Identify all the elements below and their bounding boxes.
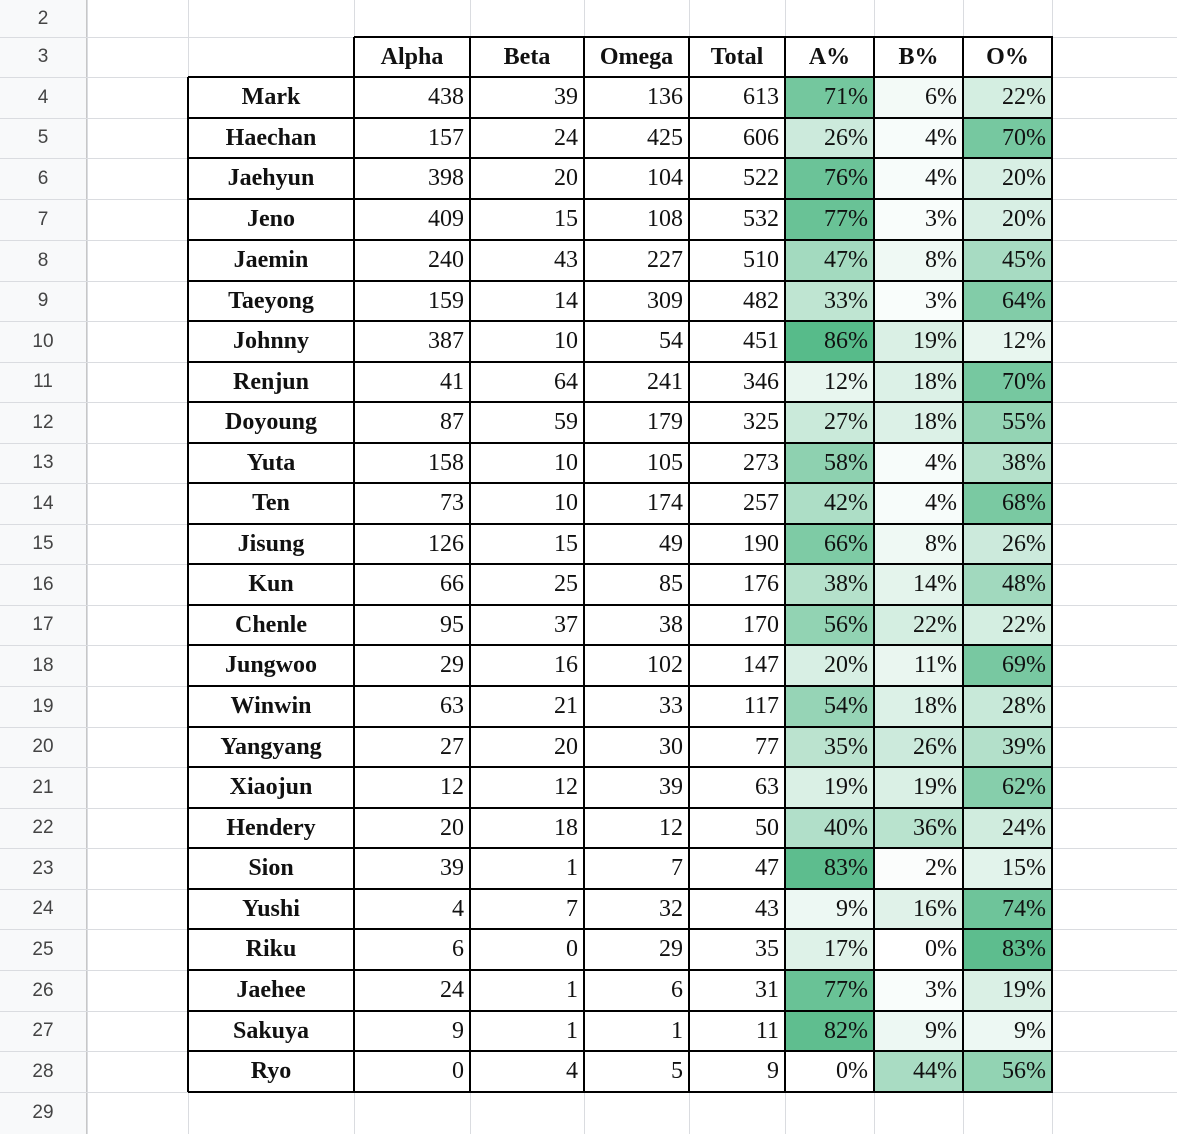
value-cell-omega[interactable]: 39 xyxy=(659,774,683,800)
value-cell-beta[interactable]: 59 xyxy=(554,409,578,435)
value-cell-alpha[interactable]: 438 xyxy=(428,84,464,110)
value-cell-beta[interactable]: 15 xyxy=(554,530,578,557)
value-cell-alpha[interactable]: 24 xyxy=(440,977,464,1003)
gridline xyxy=(188,239,1053,241)
value-cell-total[interactable]: 147 xyxy=(743,652,779,678)
gridline xyxy=(188,280,1053,282)
percent-cell-o-pct[interactable]: 22% xyxy=(963,77,1052,118)
member-name-cell[interactable]: Johnny xyxy=(232,328,310,354)
row-header[interactable]: 11 xyxy=(0,362,87,402)
value-cell-total[interactable]: 325 xyxy=(743,409,779,435)
percent-cell-o-pct[interactable]: 12% xyxy=(963,321,1052,362)
percent-cell-o-pct[interactable]: 48% xyxy=(963,564,1052,605)
percent-cell-b-pct[interactable]: 3% xyxy=(874,281,963,321)
percent-cell-a-pct[interactable]: 42% xyxy=(785,483,874,524)
value-cell-omega[interactable]: 309 xyxy=(647,287,683,314)
member-name-cell[interactable]: Sakuya xyxy=(232,1017,310,1044)
percent-cell-b-pct[interactable]: 4% xyxy=(874,483,963,524)
percent-cell-b-pct[interactable]: 18% xyxy=(874,402,963,443)
value-cell-total[interactable]: 613 xyxy=(743,84,779,110)
value-cell-alpha[interactable]: 73 xyxy=(440,490,464,516)
member-name-cell[interactable]: Yangyang xyxy=(220,733,322,760)
percent-cell-b-pct[interactable]: 3% xyxy=(874,970,963,1011)
value-cell-total[interactable]: 170 xyxy=(743,611,779,638)
member-name-cell[interactable]: Doyoung xyxy=(224,409,318,435)
value-cell-total[interactable]: 117 xyxy=(743,693,779,719)
gridline xyxy=(188,888,1053,890)
value-cell-beta[interactable]: 14 xyxy=(554,287,578,314)
value-cell-omega[interactable]: 30 xyxy=(659,733,683,760)
percent-cell-b-pct[interactable]: 0% xyxy=(874,929,963,970)
value-cell-beta[interactable]: 1 xyxy=(566,1017,578,1044)
gridline xyxy=(188,361,1053,363)
row-header[interactable]: 28 xyxy=(0,1051,87,1092)
gridline xyxy=(188,604,1053,606)
column-header-total[interactable]: Total xyxy=(710,43,764,70)
value-cell-omega[interactable]: 49 xyxy=(659,530,683,557)
percent-cell-a-pct[interactable]: 83% xyxy=(785,848,874,889)
row-header[interactable]: 26 xyxy=(0,970,87,1011)
percent-cell-a-pct[interactable]: 20% xyxy=(785,645,874,686)
percent-cell-o-pct[interactable]: 20% xyxy=(963,199,1052,240)
row-header[interactable]: 29 xyxy=(0,1092,87,1134)
percent-cell-b-pct[interactable]: 8% xyxy=(874,524,963,564)
percent-cell-o-pct[interactable]: 38% xyxy=(963,443,1052,483)
percent-cell-a-pct[interactable]: 35% xyxy=(785,727,874,767)
percent-cell-o-pct[interactable]: 74% xyxy=(963,889,1052,929)
percent-cell-o-pct[interactable]: 26% xyxy=(963,524,1052,564)
value-cell-omega[interactable]: 425 xyxy=(647,124,683,151)
gridline xyxy=(469,37,471,1092)
gridline xyxy=(784,37,786,1092)
value-cell-total[interactable]: 43 xyxy=(755,895,779,922)
value-cell-omega[interactable]: 136 xyxy=(647,84,683,110)
value-cell-total[interactable]: 346 xyxy=(743,368,779,395)
value-cell-alpha[interactable]: 63 xyxy=(440,693,464,719)
row-header[interactable]: 19 xyxy=(0,686,87,727)
row-header[interactable]: 6 xyxy=(0,158,87,199)
row-header[interactable]: 3 xyxy=(0,37,87,77)
row-header[interactable]: 24 xyxy=(0,889,87,929)
percent-cell-a-pct[interactable]: 77% xyxy=(785,199,874,240)
percent-cell-o-pct[interactable]: 20% xyxy=(963,158,1052,199)
percent-cell-o-pct[interactable]: 39% xyxy=(963,727,1052,767)
value-cell-total[interactable]: 9 xyxy=(767,1058,779,1084)
percent-cell-o-pct[interactable]: 70% xyxy=(963,118,1052,158)
member-name-cell[interactable]: Ryo xyxy=(250,1058,292,1084)
percent-cell-b-pct[interactable]: 16% xyxy=(874,889,963,929)
value-cell-omega[interactable]: 105 xyxy=(647,449,683,476)
column-header-beta[interactable]: Beta xyxy=(503,43,551,70)
value-cell-beta[interactable]: 18 xyxy=(554,814,578,841)
percent-cell-a-pct[interactable]: 19% xyxy=(785,767,874,808)
gridline xyxy=(688,37,690,1092)
row-header[interactable]: 4 xyxy=(0,77,87,118)
percent-cell-b-pct[interactable]: 14% xyxy=(874,564,963,605)
value-cell-beta[interactable]: 20 xyxy=(554,733,578,760)
percent-cell-a-pct[interactable]: 77% xyxy=(785,970,874,1011)
value-cell-alpha[interactable]: 0 xyxy=(452,1058,464,1084)
value-cell-omega[interactable]: 12 xyxy=(659,814,683,841)
percent-cell-b-pct[interactable]: 4% xyxy=(874,443,963,483)
value-cell-total[interactable]: 482 xyxy=(743,287,779,314)
percent-cell-b-pct[interactable]: 6% xyxy=(874,77,963,118)
value-cell-beta[interactable]: 15 xyxy=(554,206,578,232)
member-name-cell[interactable]: Chenle xyxy=(235,611,307,638)
member-name-cell[interactable]: Jaehee xyxy=(236,977,306,1003)
value-cell-alpha[interactable]: 398 xyxy=(428,165,464,191)
percent-cell-a-pct[interactable]: 38% xyxy=(785,564,874,605)
percent-cell-b-pct[interactable]: 19% xyxy=(874,767,963,808)
row-header[interactable]: 5 xyxy=(0,118,87,158)
row-header[interactable]: 2 xyxy=(0,0,87,37)
value-cell-omega[interactable]: 29 xyxy=(659,936,683,962)
value-cell-omega[interactable]: 7 xyxy=(671,855,683,881)
value-cell-beta[interactable]: 1 xyxy=(566,855,578,881)
row-header[interactable]: 12 xyxy=(0,402,87,443)
gridline xyxy=(188,523,1053,525)
percent-cell-a-pct[interactable]: 40% xyxy=(785,808,874,848)
value-cell-beta[interactable]: 39 xyxy=(554,84,578,110)
row-header[interactable]: 7 xyxy=(0,199,87,240)
gridline xyxy=(188,1010,1053,1012)
value-cell-alpha[interactable]: 95 xyxy=(440,611,464,638)
value-cell-total[interactable]: 47 xyxy=(755,855,779,881)
value-cell-beta[interactable]: 10 xyxy=(554,328,578,354)
value-cell-total[interactable]: 451 xyxy=(743,328,779,354)
value-cell-alpha[interactable]: 157 xyxy=(428,124,464,151)
gridline xyxy=(354,36,1053,38)
row-header[interactable]: 23 xyxy=(0,848,87,889)
row-header[interactable]: 25 xyxy=(0,929,87,970)
percent-cell-o-pct[interactable]: 56% xyxy=(963,1051,1052,1092)
member-name-cell[interactable]: Jisung xyxy=(237,530,305,557)
value-cell-total[interactable]: 510 xyxy=(743,247,779,273)
value-cell-beta[interactable]: 4 xyxy=(566,1058,578,1084)
member-name-cell[interactable]: Xiaojun xyxy=(229,774,313,800)
gridline xyxy=(188,766,1053,768)
value-cell-alpha[interactable]: 240 xyxy=(428,247,464,273)
value-cell-alpha[interactable]: 12 xyxy=(440,774,464,800)
value-cell-beta[interactable]: 64 xyxy=(554,368,578,395)
column-header-o-pct[interactable]: O% xyxy=(986,43,1029,70)
percent-cell-o-pct[interactable]: 45% xyxy=(963,240,1052,281)
percent-cell-a-pct[interactable]: 66% xyxy=(785,524,874,564)
value-cell-omega[interactable]: 1 xyxy=(671,1017,683,1044)
gridline xyxy=(188,644,1053,646)
gridline xyxy=(188,928,1053,930)
percent-cell-b-pct[interactable]: 9% xyxy=(874,1011,963,1051)
percent-cell-a-pct[interactable]: 33% xyxy=(785,281,874,321)
column-header-a-pct[interactable]: A% xyxy=(808,43,851,70)
value-cell-omega[interactable]: 5 xyxy=(671,1058,683,1084)
member-name-cell[interactable]: Mark xyxy=(241,84,301,110)
value-cell-alpha[interactable]: 409 xyxy=(428,206,464,232)
percent-cell-b-pct[interactable]: 26% xyxy=(874,727,963,767)
percent-cell-b-pct[interactable]: 19% xyxy=(874,321,963,362)
gridline xyxy=(188,442,1053,444)
value-cell-total[interactable]: 522 xyxy=(743,165,779,191)
value-cell-omega[interactable]: 102 xyxy=(647,652,683,678)
gridline xyxy=(188,847,1053,849)
value-cell-beta[interactable]: 21 xyxy=(554,693,578,719)
member-name-cell[interactable]: Jeno xyxy=(247,206,295,232)
row-header[interactable]: 20 xyxy=(0,727,87,767)
gridline xyxy=(188,320,1053,322)
gridline xyxy=(188,1091,1053,1093)
value-cell-alpha[interactable]: 39 xyxy=(440,855,464,881)
value-cell-beta[interactable]: 1 xyxy=(566,977,578,1003)
value-cell-total[interactable]: 176 xyxy=(743,571,779,597)
value-cell-alpha[interactable]: 27 xyxy=(440,733,464,760)
member-name-cell[interactable]: Winwin xyxy=(230,693,312,719)
gridline xyxy=(962,37,964,1092)
gridline xyxy=(188,1050,1053,1052)
value-cell-alpha[interactable]: 158 xyxy=(428,449,464,476)
percent-cell-o-pct[interactable]: 83% xyxy=(963,929,1052,970)
percent-cell-b-pct[interactable]: 36% xyxy=(874,808,963,848)
member-name-cell[interactable]: Sion xyxy=(248,855,294,881)
gridline xyxy=(1051,37,1053,1092)
value-cell-beta[interactable]: 10 xyxy=(554,490,578,516)
percent-cell-o-pct[interactable]: 22% xyxy=(963,605,1052,645)
value-cell-beta[interactable]: 37 xyxy=(554,611,578,638)
percent-cell-b-pct[interactable]: 4% xyxy=(874,118,963,158)
value-cell-beta[interactable]: 20 xyxy=(554,165,578,191)
row-header[interactable]: 13 xyxy=(0,443,87,483)
percent-cell-a-pct[interactable]: 76% xyxy=(785,158,874,199)
value-cell-total[interactable]: 606 xyxy=(743,124,779,151)
value-cell-beta[interactable]: 16 xyxy=(554,652,578,678)
value-cell-omega[interactable]: 6 xyxy=(671,977,683,1003)
value-cell-total[interactable]: 190 xyxy=(743,530,779,557)
percent-cell-a-pct[interactable]: 54% xyxy=(785,686,874,727)
percent-cell-b-pct[interactable]: 3% xyxy=(874,199,963,240)
value-cell-beta[interactable]: 7 xyxy=(566,895,578,922)
value-cell-total[interactable]: 532 xyxy=(743,206,779,232)
member-name-cell[interactable]: Hendery xyxy=(226,814,316,841)
member-name-cell[interactable]: Kun xyxy=(248,571,294,597)
percent-cell-o-pct[interactable]: 64% xyxy=(963,281,1052,321)
gridline xyxy=(188,401,1053,403)
member-name-cell[interactable]: Riku xyxy=(245,936,297,962)
row-header[interactable]: 16 xyxy=(0,564,87,605)
value-cell-omega[interactable]: 85 xyxy=(659,571,683,597)
gridline xyxy=(188,807,1053,809)
member-name-cell[interactable]: Taeyong xyxy=(228,287,314,314)
value-cell-alpha[interactable]: 159 xyxy=(428,287,464,314)
value-cell-beta[interactable]: 12 xyxy=(554,774,578,800)
gridline xyxy=(188,76,1053,78)
gridline xyxy=(188,685,1053,687)
value-cell-total[interactable]: 273 xyxy=(743,449,779,476)
percent-cell-o-pct[interactable]: 55% xyxy=(963,402,1052,443)
gridline xyxy=(188,198,1053,200)
percent-cell-a-pct[interactable]: 26% xyxy=(785,118,874,158)
gridline xyxy=(353,37,355,1092)
value-cell-alpha[interactable]: 4 xyxy=(452,895,464,922)
row-header[interactable]: 15 xyxy=(0,524,87,564)
gridline xyxy=(583,37,585,1092)
row-header[interactable]: 14 xyxy=(0,483,87,524)
percent-cell-b-pct[interactable]: 22% xyxy=(874,605,963,645)
value-cell-omega[interactable]: 54 xyxy=(659,328,683,354)
value-cell-alpha[interactable]: 387 xyxy=(428,328,464,354)
value-cell-total[interactable]: 257 xyxy=(743,490,779,516)
gridline xyxy=(188,726,1053,728)
percent-cell-a-pct[interactable]: 56% xyxy=(785,605,874,645)
value-cell-omega[interactable]: 179 xyxy=(647,409,683,435)
column-header-omega[interactable]: Omega xyxy=(599,43,674,70)
gridline xyxy=(188,157,1053,159)
member-name-cell[interactable]: Jaehyun xyxy=(227,165,315,191)
value-cell-alpha[interactable]: 87 xyxy=(440,409,464,435)
row-header[interactable]: 17 xyxy=(0,605,87,645)
percent-cell-b-pct[interactable]: 4% xyxy=(874,158,963,199)
percent-cell-b-pct[interactable]: 18% xyxy=(874,686,963,727)
value-cell-beta[interactable]: 10 xyxy=(554,449,578,476)
value-cell-alpha[interactable]: 9 xyxy=(452,1017,464,1044)
gridline xyxy=(188,482,1053,484)
value-cell-total[interactable]: 31 xyxy=(755,977,779,1003)
value-cell-omega[interactable]: 174 xyxy=(647,490,683,516)
value-cell-beta[interactable]: 43 xyxy=(554,247,578,273)
member-name-cell[interactable]: Yuta xyxy=(246,449,296,476)
row-header[interactable]: 27 xyxy=(0,1011,87,1051)
member-name-cell[interactable]: Ten xyxy=(252,490,290,516)
percent-cell-a-pct[interactable]: 12% xyxy=(785,362,874,402)
row-header[interactable]: 18 xyxy=(0,645,87,686)
percent-cell-b-pct[interactable]: 11% xyxy=(874,645,963,686)
value-cell-beta[interactable]: 0 xyxy=(566,936,578,962)
percent-cell-a-pct[interactable]: 0% xyxy=(785,1051,874,1092)
value-cell-omega[interactable]: 104 xyxy=(647,165,683,191)
percent-cell-a-pct[interactable]: 17% xyxy=(785,929,874,970)
value-cell-omega[interactable]: 108 xyxy=(647,206,683,232)
value-cell-omega[interactable]: 241 xyxy=(647,368,683,395)
percent-cell-a-pct[interactable]: 47% xyxy=(785,240,874,281)
row-header[interactable]: 10 xyxy=(0,321,87,362)
percent-cell-o-pct[interactable]: 15% xyxy=(963,848,1052,889)
gridline xyxy=(87,0,88,1134)
value-cell-omega[interactable]: 227 xyxy=(647,247,683,273)
column-header-b-pct[interactable]: B% xyxy=(898,43,939,70)
row-header[interactable]: 8 xyxy=(0,240,87,281)
percent-cell-a-pct[interactable]: 86% xyxy=(785,321,874,362)
member-name-cell[interactable]: Jungwoo xyxy=(224,652,318,678)
percent-cell-b-pct[interactable]: 8% xyxy=(874,240,963,281)
percent-cell-a-pct[interactable]: 9% xyxy=(785,889,874,929)
gridline xyxy=(188,117,1053,119)
percent-cell-a-pct[interactable]: 27% xyxy=(785,402,874,443)
percent-cell-o-pct[interactable]: 24% xyxy=(963,808,1052,848)
value-cell-beta[interactable]: 25 xyxy=(554,571,578,597)
gridline xyxy=(188,563,1053,565)
value-cell-alpha[interactable]: 126 xyxy=(428,530,464,557)
percent-cell-a-pct[interactable]: 58% xyxy=(785,443,874,483)
member-name-cell[interactable]: Yushi xyxy=(242,895,300,922)
value-cell-alpha[interactable]: 20 xyxy=(440,814,464,841)
member-name-cell[interactable]: Jaemin xyxy=(233,247,309,273)
value-cell-omega[interactable]: 32 xyxy=(659,895,683,922)
value-cell-total[interactable]: 11 xyxy=(755,1017,779,1044)
member-name-cell[interactable]: Renjun xyxy=(232,368,310,395)
gridline xyxy=(873,37,875,1092)
row-header[interactable]: 21 xyxy=(0,767,87,808)
row-header[interactable]: 9 xyxy=(0,281,87,321)
percent-cell-o-pct[interactable]: 70% xyxy=(963,362,1052,402)
value-cell-alpha[interactable]: 41 xyxy=(440,368,464,395)
row-header[interactable]: 22 xyxy=(0,808,87,848)
value-cell-omega[interactable]: 38 xyxy=(659,611,683,638)
value-cell-omega[interactable]: 33 xyxy=(659,693,683,719)
percent-cell-b-pct[interactable]: 2% xyxy=(874,848,963,889)
percent-cell-o-pct[interactable]: 28% xyxy=(963,686,1052,727)
percent-cell-o-pct[interactable]: 62% xyxy=(963,767,1052,808)
value-cell-beta[interactable]: 24 xyxy=(554,124,578,151)
column-header-alpha[interactable]: Alpha xyxy=(380,43,444,70)
value-cell-total[interactable]: 50 xyxy=(755,814,779,841)
percent-cell-o-pct[interactable]: 68% xyxy=(963,483,1052,524)
gridline xyxy=(187,77,189,1092)
percent-cell-o-pct[interactable]: 19% xyxy=(963,970,1052,1011)
percent-cell-o-pct[interactable]: 9% xyxy=(963,1011,1052,1051)
gridline xyxy=(188,969,1053,971)
value-cell-alpha[interactable]: 6 xyxy=(452,936,464,962)
percent-cell-o-pct[interactable]: 69% xyxy=(963,645,1052,686)
percent-cell-b-pct[interactable]: 18% xyxy=(874,362,963,402)
value-cell-total[interactable]: 63 xyxy=(755,774,779,800)
member-name-cell[interactable]: Haechan xyxy=(225,124,317,151)
percent-cell-b-pct[interactable]: 44% xyxy=(874,1051,963,1092)
value-cell-total[interactable]: 77 xyxy=(755,733,779,760)
percent-cell-a-pct[interactable]: 71% xyxy=(785,77,874,118)
percent-cell-a-pct[interactable]: 82% xyxy=(785,1011,874,1051)
value-cell-alpha[interactable]: 66 xyxy=(440,571,464,597)
value-cell-alpha[interactable]: 29 xyxy=(440,652,464,678)
value-cell-total[interactable]: 35 xyxy=(755,936,779,962)
